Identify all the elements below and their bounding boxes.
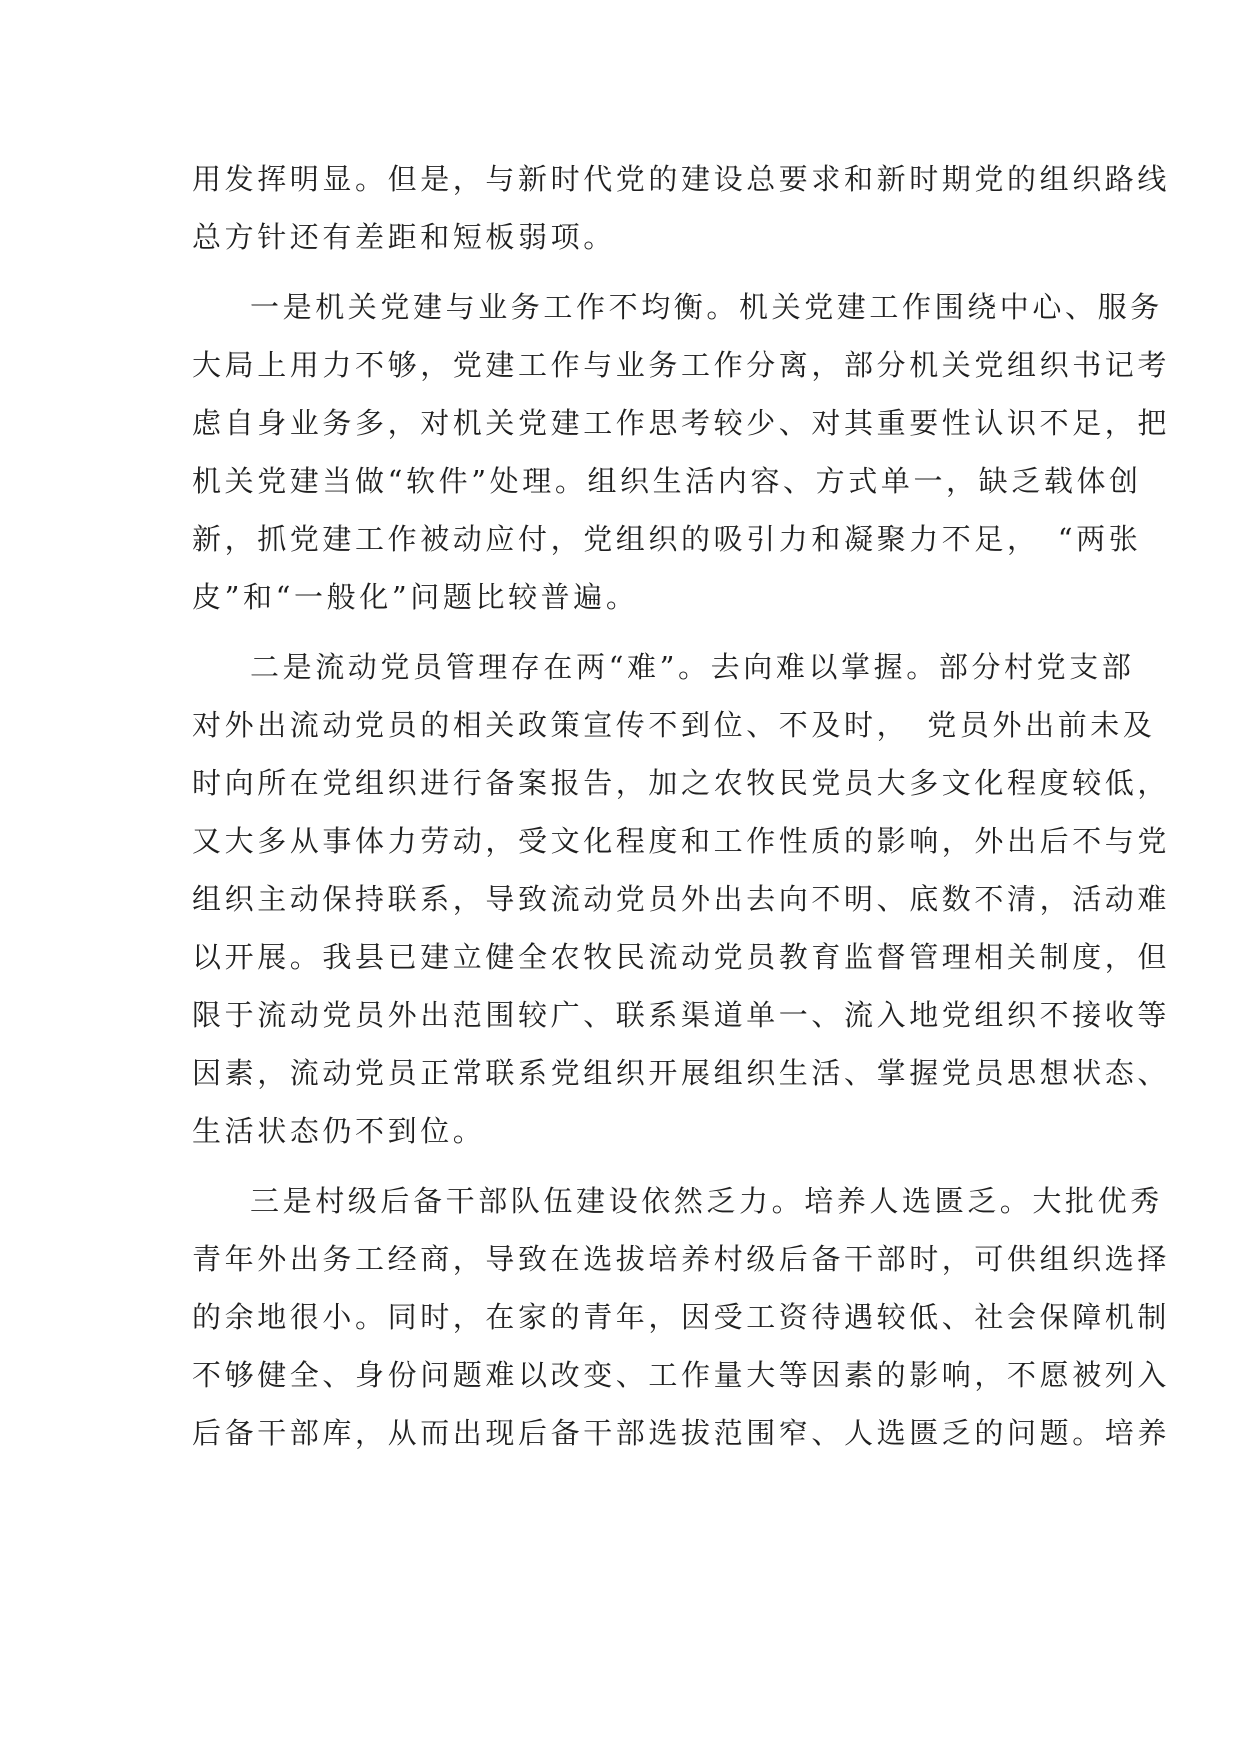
text-line: 用发挥明显。但是，与新时代党的建设总要求和新时期党的组织路线 [192, 162, 1171, 196]
paragraph-party-building-imbalance [192, 278, 1171, 626]
text-line: 青年外出务工经商，导致在选拔培养村级后备干部时，可供组织选择 [192, 1242, 1171, 1276]
text-line: 对外出流动党员的相关政策宣传不到位、不及时， 党员外出前未及 [192, 708, 1156, 742]
text-line: 新，抓党建工作被动应付，党组织的吸引力和凝聚力不足， “两张 [192, 522, 1142, 556]
paragraph-reserve-cadres [192, 1172, 1171, 1462]
document-body [192, 150, 1171, 1474]
text-line: 大局上用力不够，党建工作与业务工作分离，部分机关党组织书记考 [192, 348, 1171, 382]
text-line: 限于流动党员外出范围较广、联系渠道单一、流入地党组织不接收等 [192, 998, 1171, 1032]
paragraph-continuation [192, 150, 1171, 266]
text-line: 时向所在党组织进行备案报告，加之农牧民党员大多文化程度较低， [192, 766, 1171, 800]
text-line: 生活状态仍不到位。 [192, 1114, 486, 1148]
text-line: 皮”和“一般化”问题比较普遍。 [192, 580, 639, 614]
text-line: 以开展。我县已建立健全农牧民流动党员教育监督管理相关制度，但 [192, 940, 1171, 974]
text-line: 的余地很小。同时，在家的青年，因受工资待遇较低、社会保障机制 [192, 1300, 1171, 1334]
text-line: 又大多从事体力劳动，受文化程度和工作性质的影响，外出后不与党 [192, 824, 1171, 858]
text-line: 总方针还有差距和短板弱项。 [192, 220, 616, 254]
paragraph-mobile-members [192, 638, 1171, 1160]
text-line: 三是村级后备干部队伍建设依然乏力。培养人选匮乏。大批优秀 [250, 1184, 1163, 1218]
text-line: 因素，流动党员正常联系党组织开展组织生活、掌握党员思想状态、 [192, 1056, 1171, 1090]
text-line: 组织主动保持联系，导致流动党员外出去向不明、底数不清，活动难 [192, 882, 1171, 916]
text-line: 虑自身业务多，对机关党建工作思考较少、对其重要性认识不足，把 [192, 406, 1171, 440]
text-line: 一是机关党建与业务工作不均衡。机关党建工作围绕中心、服务 [250, 290, 1163, 324]
text-line: 不够健全、身份问题难以改变、工作量大等因素的影响，不愿被列入 [192, 1358, 1171, 1392]
text-line: 机关党建当做“软件”处理。组织生活内容、方式单一，缺乏载体创 [192, 464, 1142, 498]
text-line: 二是流动党员管理存在两“难”。去向难以掌握。部分村党支部 [250, 650, 1135, 684]
text-line: 后备干部库，从而出现后备干部选拔范围窄、人选匮乏的问题。培养 [192, 1416, 1171, 1450]
